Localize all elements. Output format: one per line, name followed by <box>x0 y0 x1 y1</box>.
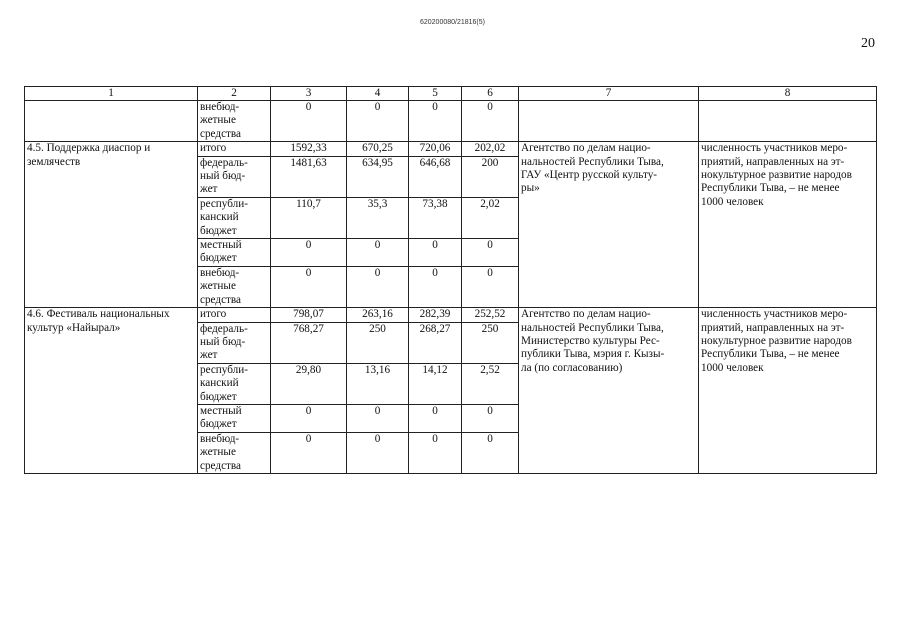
value-cell: 250 <box>462 322 519 363</box>
value-cell: 13,16 <box>347 363 409 404</box>
result-cell: численность участников меро- приятий, направленных на эт- нокультурное развитие народов Республики Тыва, – не менее 1000 человек <box>699 142 877 308</box>
value-cell: 1481,63 <box>271 156 347 197</box>
value-cell: 0 <box>462 404 519 432</box>
source-label-extra: внебюд- жетные средства <box>198 266 271 307</box>
value-cell: 646,68 <box>409 156 462 197</box>
value-cell: 0 <box>462 239 519 267</box>
source-label-extra: внебюд- жетные средства <box>198 432 271 473</box>
source-label-republic: республи- канский бюджет <box>198 197 271 238</box>
col-header-3: 3 <box>271 87 347 101</box>
value-cell: 0 <box>271 239 347 267</box>
value-cell: 0 <box>347 266 409 307</box>
col-header-5: 5 <box>409 87 462 101</box>
col-header-4: 4 <box>347 87 409 101</box>
col-header-7: 7 <box>519 87 699 101</box>
value-cell: 250 <box>347 322 409 363</box>
value-cell: 634,95 <box>347 156 409 197</box>
value-cell: 200 <box>462 156 519 197</box>
value-cell: 29,80 <box>271 363 347 404</box>
value-cell: 0 <box>462 101 519 142</box>
value-cell: 798,07 <box>271 308 347 322</box>
value-cell: 14,12 <box>409 363 462 404</box>
table-row <box>25 308 877 322</box>
value-cell: 252,52 <box>462 308 519 322</box>
col-header-2: 2 <box>198 87 271 101</box>
table-row <box>25 101 877 142</box>
value-cell: 2,02 <box>462 197 519 238</box>
source-label-extra: внебюд- жетные средства <box>198 101 271 142</box>
col-header-1: 1 <box>25 87 198 101</box>
page-number: 20 <box>861 36 875 51</box>
value-cell: 0 <box>409 239 462 267</box>
value-cell: 0 <box>409 101 462 142</box>
value-cell: 0 <box>271 432 347 473</box>
source-label-total: итого <box>198 142 271 156</box>
value-cell: 0 <box>347 239 409 267</box>
executor-cell: Агентство по делам нацио- нальностей Республики Тыва, ГАУ «Центр русской культу- ры» <box>519 142 699 308</box>
section-title: 4.6. Фестиваль национальных культур «Найырал» <box>25 308 198 474</box>
document-code: 620200080/21816(5) <box>419 19 485 26</box>
value-cell: 263,16 <box>347 308 409 322</box>
value-cell: 0 <box>409 266 462 307</box>
result-cell <box>699 101 877 142</box>
source-label-local: местный бюджет <box>198 239 271 267</box>
value-cell: 268,27 <box>409 322 462 363</box>
value-cell: 73,38 <box>409 197 462 238</box>
executor-cell <box>519 101 699 142</box>
value-cell: 1592,33 <box>271 142 347 156</box>
col-header-8: 8 <box>699 87 877 101</box>
value-cell: 2,52 <box>462 363 519 404</box>
title-cell <box>25 101 198 142</box>
value-cell: 0 <box>409 404 462 432</box>
value-cell: 0 <box>347 101 409 142</box>
value-cell: 0 <box>409 432 462 473</box>
value-cell: 0 <box>271 404 347 432</box>
value-cell: 0 <box>462 432 519 473</box>
value-cell: 0 <box>347 404 409 432</box>
table-row <box>25 142 877 156</box>
value-cell: 282,39 <box>409 308 462 322</box>
value-cell: 35,3 <box>347 197 409 238</box>
source-label-total: итого <box>198 308 271 322</box>
section-title: 4.5. Поддержка диаспор и землячеств <box>25 142 198 308</box>
source-label-federal: федераль- ный бюд- жет <box>198 156 271 197</box>
executor-cell: Агентство по делам нацио- нальностей Республики Тыва, Министерство культуры Рес- публики Тыва, мэрия г. Кызы- ла (по согласованию) <box>519 308 699 474</box>
program-table <box>24 86 877 474</box>
value-cell: 720,06 <box>409 142 462 156</box>
value-cell: 0 <box>271 101 347 142</box>
column-number-row <box>25 87 877 101</box>
value-cell: 0 <box>347 432 409 473</box>
result-cell: численность участников меро- приятий, направленных на эт- нокультурное развитие народов Республики Тыва, – не менее 1000 человек <box>699 308 877 474</box>
source-label-republic: республи- канский бюджет <box>198 363 271 404</box>
source-label-local: местный бюджет <box>198 404 271 432</box>
value-cell: 0 <box>462 266 519 307</box>
value-cell: 110,7 <box>271 197 347 238</box>
value-cell: 670,25 <box>347 142 409 156</box>
value-cell: 0 <box>271 266 347 307</box>
col-header-6: 6 <box>462 87 519 101</box>
value-cell: 768,27 <box>271 322 347 363</box>
source-label-federal: федераль- ный бюд- жет <box>198 322 271 363</box>
value-cell: 202,02 <box>462 142 519 156</box>
